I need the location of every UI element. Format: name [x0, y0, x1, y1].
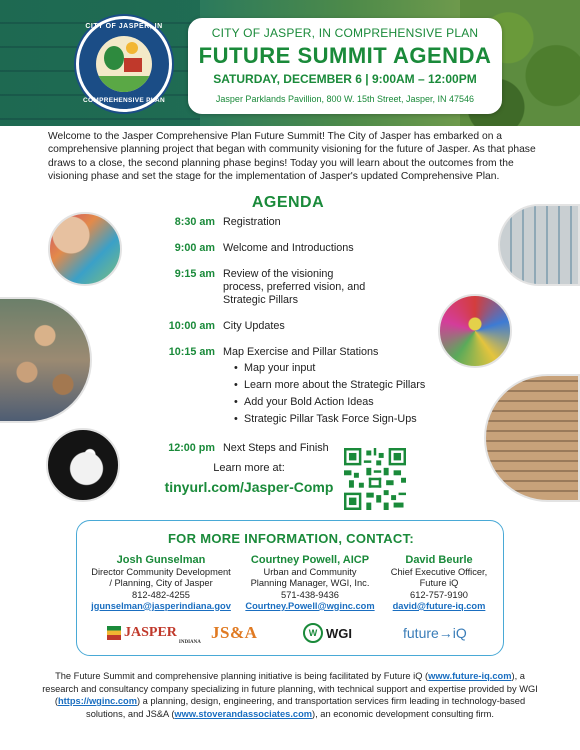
contact-email-link[interactable]: Courtney.Powell@wginc.com: [245, 600, 375, 611]
contact-title-line: Director Community Development: [91, 567, 231, 578]
agenda-time: 9:15 am: [174, 268, 215, 280]
contact-title-line: Future iQ: [419, 578, 459, 589]
tree-icon: [104, 46, 124, 70]
contact-email-link[interactable]: jgunselman@jasperindiana.gov: [91, 600, 231, 611]
city-seal-logo: [76, 16, 172, 112]
footer-text: ) a planning, design, engineering, and transportation services firm leading in technology-based solutions, and JS&A (: [86, 696, 526, 719]
agenda-subitem: • Add your Bold Action Ideas: [244, 394, 440, 411]
wgi-link[interactable]: https://wginc.com: [57, 696, 137, 707]
future-iq-logo: future→iQ: [403, 625, 467, 641]
partner-logos: [77, 621, 505, 647]
agenda-desc: Registration: [223, 216, 281, 228]
footer-text: ), an economic development consulting firm.: [312, 708, 494, 719]
agenda-item: [150, 216, 440, 229]
future-iq-link[interactable]: www.future-iq.com: [428, 671, 512, 681]
jsa-logo: JS&A: [211, 623, 258, 642]
contact-email-link[interactable]: david@future-iq.com: [392, 600, 486, 611]
header-banner: [0, 0, 580, 126]
photo-children: [0, 297, 92, 423]
agenda-subitem: • Map your input: [244, 360, 440, 377]
title-kicker: CITY OF JASPER, IN COMPREHENSIVE PLAN: [211, 26, 479, 40]
agenda-item: [150, 346, 440, 359]
seal-bottom-text: COMPREHENSIVE PLAN: [83, 97, 165, 104]
learn-more-link[interactable]: tinyurl.com/Jasper-Comp: [164, 479, 334, 495]
sun-icon: [126, 42, 138, 54]
jasper-logo: [107, 621, 201, 645]
contact-card: [83, 555, 239, 612]
footer-paragraph: [40, 670, 540, 720]
learn-more: [164, 462, 334, 495]
agenda-sublist: [150, 360, 440, 428]
agenda-time: 10:00 am: [168, 320, 215, 332]
agenda-item: [150, 268, 440, 307]
jasper-logo-text: JASPER: [124, 625, 177, 640]
contact-title-line: Chief Executive Officer,: [390, 567, 488, 578]
photo-park-aerial: [498, 204, 580, 286]
agenda-time: 12:00 pm: [168, 442, 215, 454]
flag-icon: [107, 626, 121, 640]
wgi-mark-icon: W: [303, 623, 323, 643]
contact-phone: 612-757-9190: [410, 589, 468, 600]
contact-heading: FOR MORE INFORMATION, CONTACT:: [167, 531, 415, 546]
photo-mural: [48, 212, 122, 286]
wgi-logo-text: WGI: [326, 625, 352, 641]
photo-ballet: [46, 428, 120, 502]
intro-paragraph: Welcome to the Jasper Comprehensive Plan Future Summit! The City of Jasper has embarked on a comprehensive planning project that began with community visioning for the future of Jasper. As that phase draws to a close, the second planning phase begins! Today you will learn about the outcomes from the visioning phase and set the stage for the implementation of Jasper's updated Comprehensive Plan.: [48, 131, 536, 182]
contact-phone: 571-438-9436: [281, 589, 339, 600]
footer-text: ), a research and consultancy company specializing in future planning, with technical support and expertise provided by WGI (: [42, 671, 538, 707]
qr-code[interactable]: [344, 448, 406, 510]
agenda-item: [150, 242, 440, 255]
agenda-heading: AGENDA: [251, 194, 325, 211]
agenda-subitem: • Learn more about the Strategic Pillars: [244, 377, 440, 394]
seal-top-text: CITY OF JASPER, IN: [85, 23, 163, 30]
title-box: [188, 18, 502, 114]
jsa-link[interactable]: www.stoverandassociates.com: [174, 708, 313, 719]
event-location: Jasper Parklands Pavillion, 800 W. 15th Street, Jasper, IN 47546: [215, 94, 475, 104]
contact-name: Josh Gunselman: [116, 554, 206, 566]
grass-icon: [96, 76, 152, 92]
agenda-desc: Review of the visioning process, preferred vision, and Strategic Pillars: [223, 268, 366, 306]
footer-text: The Future Summit and comprehensive planning initiative is being facilitated by Future iQ (: [55, 671, 429, 681]
agenda-subitem: • Strategic Pillar Task Force Sign-Ups: [244, 411, 440, 428]
contact-card: [241, 555, 379, 612]
page-title: FUTURE SUMMIT AGENDA: [198, 43, 492, 68]
contact-card: [379, 555, 499, 612]
contact-name: Courtney Powell, AICP: [250, 554, 370, 566]
jasper-logo-subtext: INDIANA: [178, 640, 201, 645]
agenda-desc: Next Steps and Finish: [223, 442, 329, 454]
seal-emblem: [96, 36, 152, 92]
qr-code-graphic: [344, 448, 406, 510]
contact-title-line: Planning Manager, WGI, Inc.: [250, 578, 370, 589]
agenda-time: 9:00 am: [174, 242, 215, 254]
contact-title-line: Urban and Community: [263, 567, 357, 578]
contact-box: [76, 520, 504, 656]
photo-downtown-aerial: [484, 374, 580, 502]
contact-phone: 812-482-4255: [132, 589, 190, 600]
agenda-desc: City Updates: [223, 320, 285, 332]
agenda-time: 10:15 am: [168, 346, 215, 358]
photo-maypole: [438, 294, 512, 368]
agenda-item: [150, 320, 440, 333]
wgi-logo: [303, 621, 352, 645]
agenda-desc: Welcome and Introductions: [223, 242, 354, 254]
house-icon: [124, 58, 142, 72]
learn-more-label: Learn more at:: [213, 462, 285, 474]
contact-title-line: / Planning, City of Jasper: [109, 578, 213, 589]
event-date: SATURDAY, DECEMBER 6 | 9:00AM – 12:00PM: [213, 72, 477, 86]
agenda-desc: Map Exercise and Pillar Stations: [223, 346, 379, 358]
agenda-time: 8:30 am: [174, 216, 215, 228]
contact-name: David Beurle: [405, 554, 473, 566]
agenda-list: [150, 216, 440, 455]
